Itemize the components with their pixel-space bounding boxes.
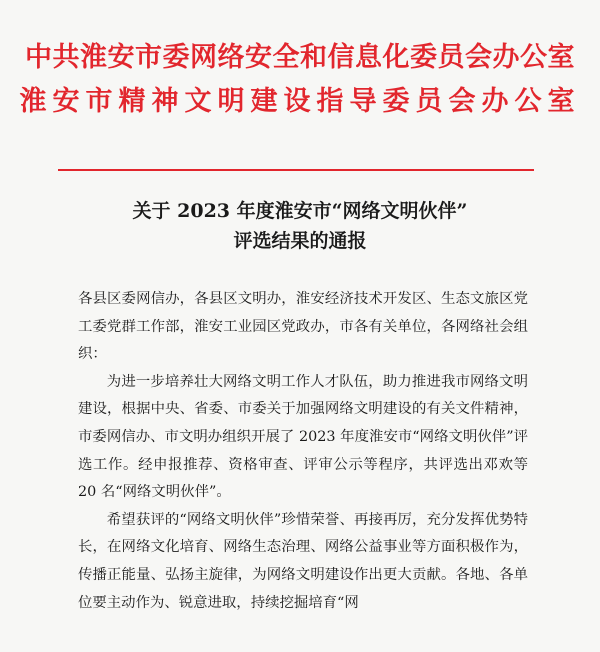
issuing-org-1: 中共淮安市委网络安全和信息化委员会办公室: [25, 42, 575, 73]
recipients: 各县区委网信办，各县区文明办，淮安经济技术开发区、生态文旅区党工委党群工作部，淮安工业园区党政办，市各有关单位，各网络社会组织：: [78, 291, 528, 363]
document-header: [0, 36, 600, 124]
document-body: [78, 286, 528, 617]
paragraph-2: 希望获评的“网络文明伙伴”珍惜荣誉、再接再厉，充分发挥优势特长，在网络文化培育、网络生态治理、网络公益事业等方面积极作为，传播正能量、弘扬主旋律，为网络文明建设作出更大贡献。各地、各单位要主动作为、锐意进取，持续挖掘培育“网: [78, 511, 528, 611]
title-line-2: 评选结果的通报: [233, 230, 367, 252]
paragraph-1: 为进一步培养壮大网络文明工作人才队伍，助力推进我市网络文明建设，根据中央、省委、市委关于加强网络文明建设的有关文件精神，市委网信办、市文明办组织开展了 2023 年度淮安市“网络文明伙伴”评选工作。经申报推荐、资格审查、评审公示等程序，共评选出邓欢等 20 名“网络文明伙伴”。: [78, 373, 528, 501]
red-divider: [58, 169, 534, 171]
document-title: [0, 196, 600, 256]
title-line-1: 关于 2023 年度淮安市“网络文明伙伴”: [132, 200, 468, 222]
issuing-org-2: 淮安市精神文明建设指导委员会办公室: [19, 86, 581, 117]
